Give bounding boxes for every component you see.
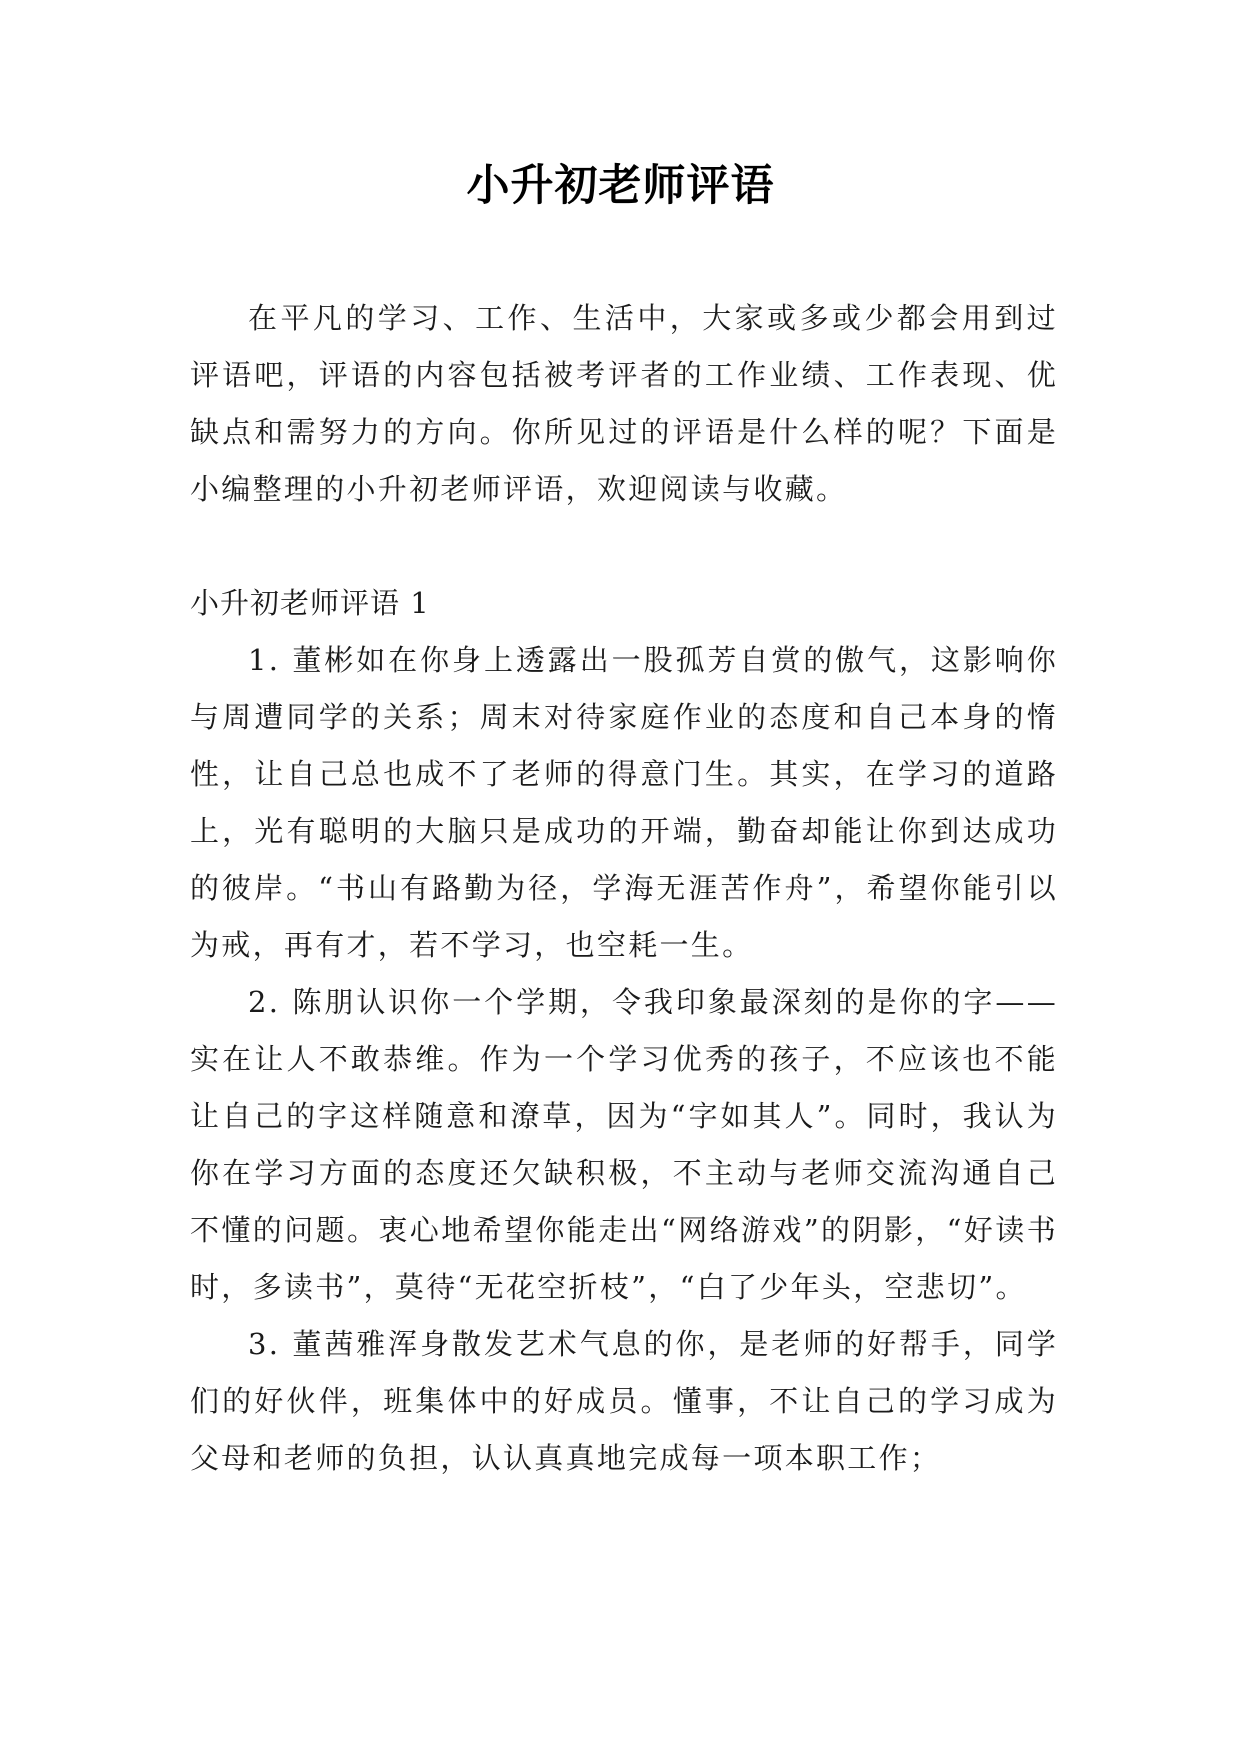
document-title: 小升初老师评语	[466, 161, 775, 211]
comment-item-3: 3. 董茜雅浑身散发艺术气息的你，是老师的好帮手，同学们的好伙伴，班集体中的好成员。懂事，不让自己的学习成为父母和老师的负担，认认真真地完成每一项本职工作；	[190, 1327, 1058, 1475]
comment-item-1: 1. 董彬如在你身上透露出一股孤芳自赏的傲气，这影响你与周遭同学的关系；周末对待家庭作业的态度和自己本身的惰性，让自己总也成不了老师的得意门生。其实，在学习的道路上，光有聪明的大脑只是成功的开端，勤奋却能让你到达成功的彼岸。“书山有路勤为径，学海无涯苦作舟”，希望你能引以为戒，再有才，若不学习，也空耗一生。	[190, 643, 1058, 962]
section-heading: 小升初老师评语 1	[190, 586, 430, 620]
comment-item-2: 2. 陈朋认识你一个学期，令我印象最深刻的是你的字——实在让人不敢恭维。作为一个学习优秀的孩子，不应该也不能让自己的字这样随意和潦草，因为“字如其人”。同时，我认为你在学习方面的态度还欠缺积极，不主动与老师交流沟通自己不懂的问题。衷心地希望你能走出“网络游戏”的阴影，“好读书时，多读书”，莫待“无花空折枝”，“白了少年头，空悲切”。	[190, 985, 1058, 1304]
document-body	[190, 290, 1058, 1487]
intro-paragraph: 在平凡的学习、工作、生活中，大家或多或少都会用到过评语吧，评语的内容包括被考评者的工作业绩、工作表现、优缺点和需努力的方向。你所见过的评语是什么样的呢？下面是小编整理的小升初老师评语，欢迎阅读与收藏。	[190, 301, 1058, 506]
